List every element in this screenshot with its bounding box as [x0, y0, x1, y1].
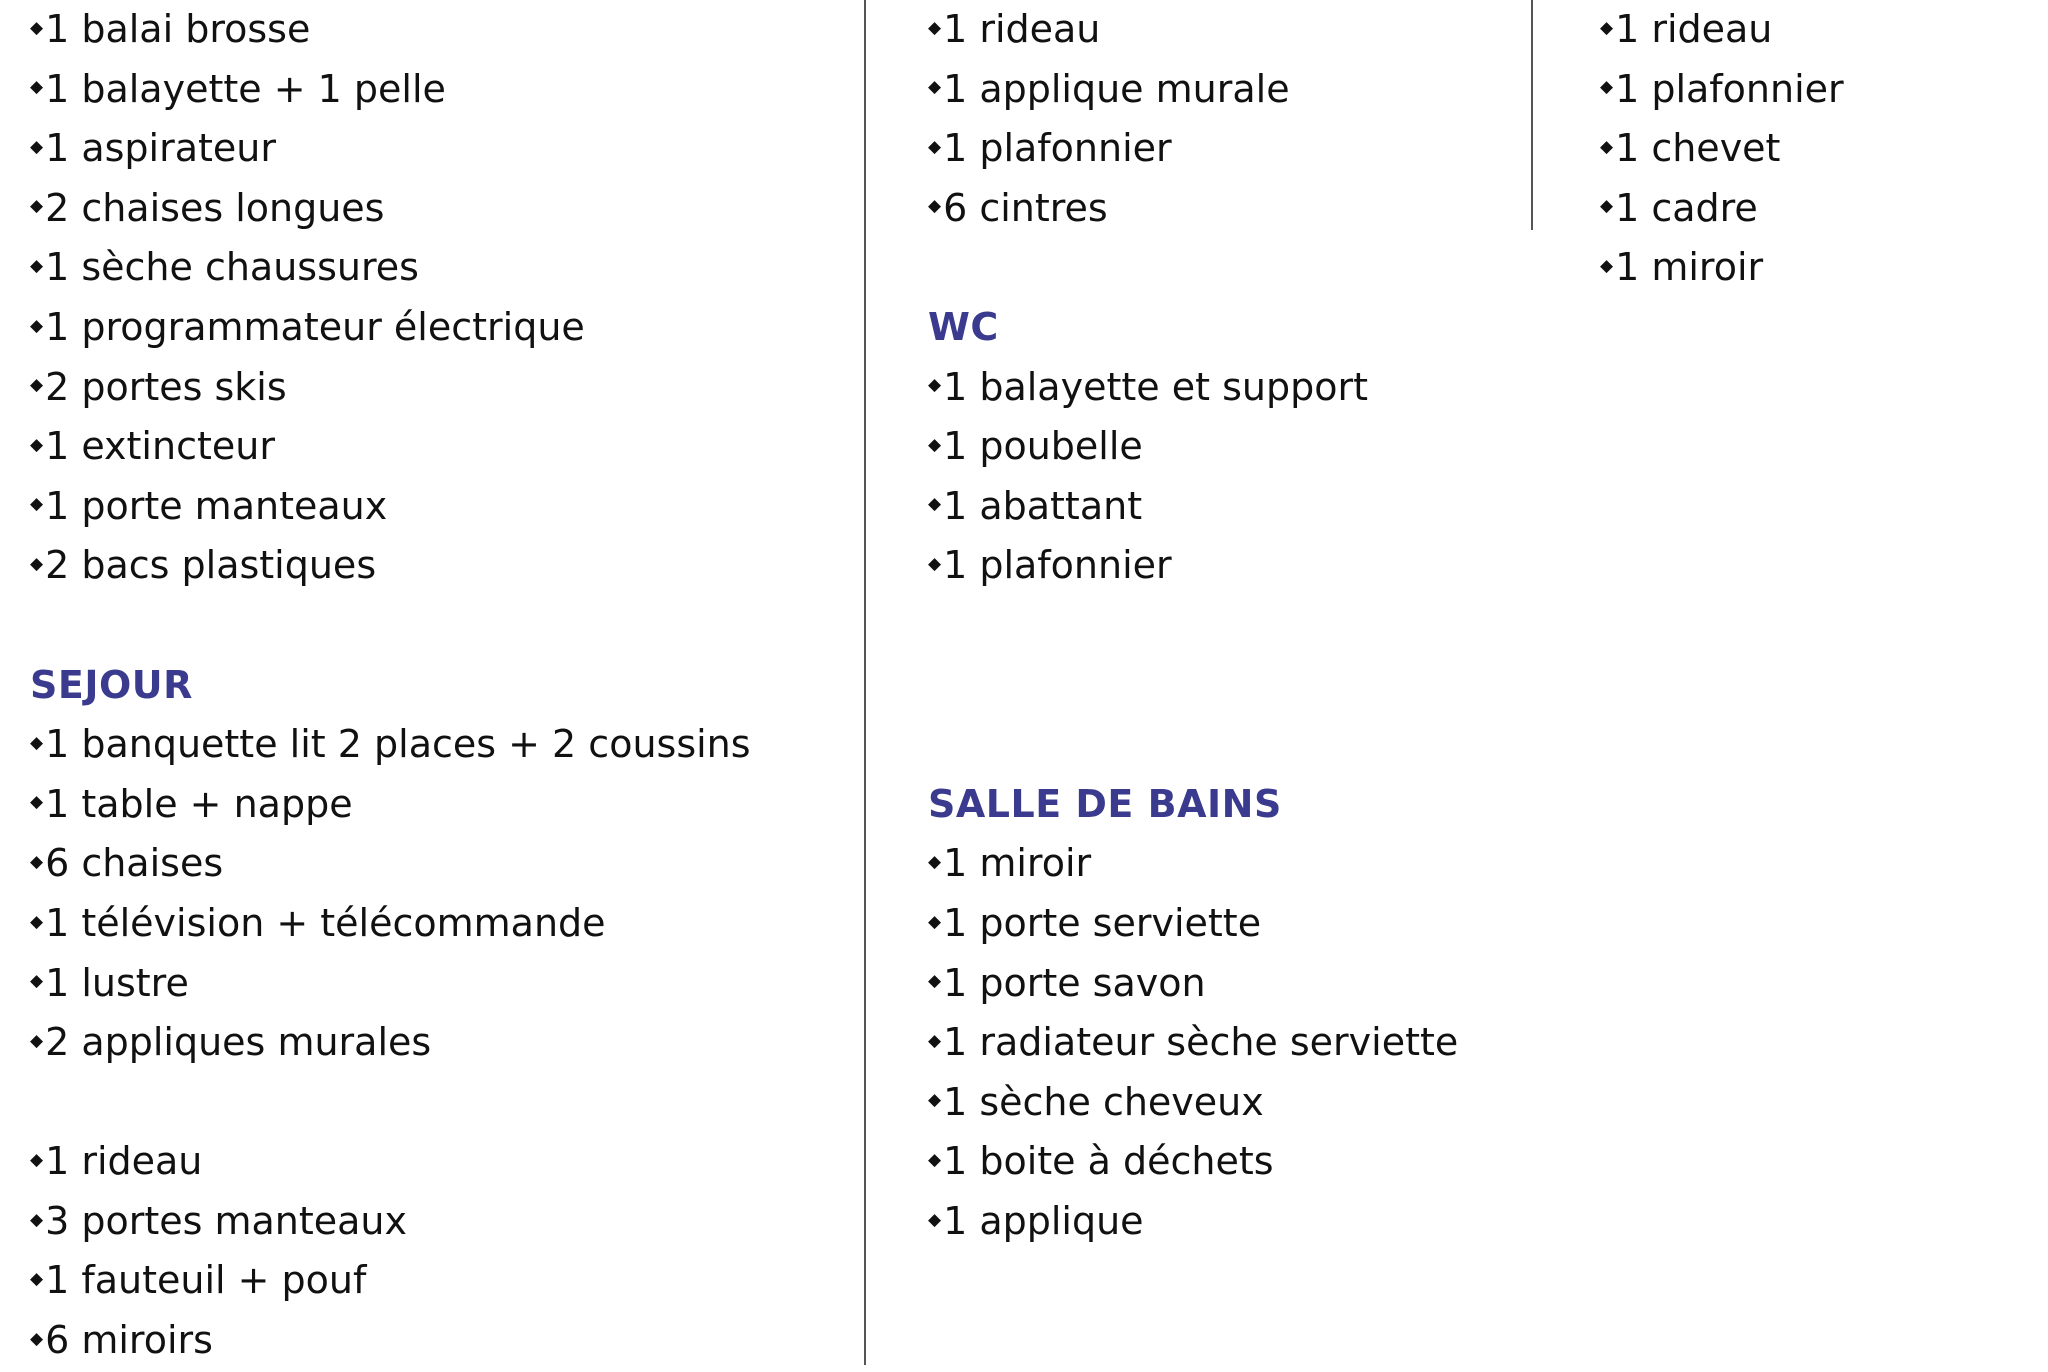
- list-item: ◆ 1 rideau: [928, 0, 1568, 60]
- list-item: ◆ 2 portes skis: [30, 358, 850, 418]
- list-item: ◆ 1 télévision + télécommande: [30, 894, 850, 954]
- list-item: ◆ 1 porte savon: [928, 954, 1568, 1014]
- list-item: ◆ 1 balayette + 1 pelle: [30, 60, 850, 120]
- list-item: ◆ 2 bacs plastiques: [30, 536, 850, 596]
- list-item: ◆ 1 miroir: [1600, 238, 2020, 298]
- list-item: ◆ 1 radiateur sèche serviette: [928, 1013, 1568, 1073]
- list-item: ◆ 1 aspirateur: [30, 119, 850, 179]
- column-divider-1: [864, 0, 866, 1365]
- list-item: ◆ 1 plafonnier: [928, 119, 1568, 179]
- column-2: [928, 0, 1568, 1251]
- spacer: [30, 596, 850, 656]
- list-item: ◆ 1 porte serviette: [928, 894, 1568, 954]
- section-heading-sejour: SEJOUR: [30, 662, 193, 707]
- spacer: [30, 1073, 850, 1133]
- spacer: [928, 238, 1568, 298]
- column-1: [30, 0, 850, 1371]
- spacer: [928, 715, 1568, 775]
- list-item: ◆ 1 chevet: [1600, 119, 2020, 179]
- column-3: [1600, 0, 2020, 298]
- list-item: ◆ 1 porte manteaux: [30, 477, 850, 537]
- list-item: ◆ 1 programmateur électrique: [30, 298, 850, 358]
- list-item: ◆ 3 portes manteaux: [30, 1192, 850, 1252]
- list-item: ◆ 6 miroirs: [30, 1311, 850, 1371]
- list-item: ◆ 1 extincteur: [30, 417, 850, 477]
- list-item: ◆ 1 applique: [928, 1192, 1568, 1252]
- list-item: ◆ 1 boite à déchets: [928, 1132, 1568, 1192]
- list-item: ◆ 1 miroir: [928, 834, 1568, 894]
- list-item: ◆ 2 chaises longues: [30, 179, 850, 239]
- list-item: ◆ 1 lustre: [30, 954, 850, 1014]
- list-item: ◆ 1 plafonnier: [928, 536, 1568, 596]
- list-item: ◆ 1 balayette et support: [928, 358, 1568, 418]
- spacer: [928, 656, 1568, 716]
- spacer: [928, 596, 1568, 656]
- list-item: ◆ 2 appliques murales: [30, 1013, 850, 1073]
- list-item: ◆ 1 cadre: [1600, 179, 2020, 239]
- list-item: ◆ 6 cintres: [928, 179, 1568, 239]
- section-heading-salle-de-bains: SALLE DE BAINS: [928, 781, 1282, 826]
- list-item: ◆ 1 sèche cheveux: [928, 1073, 1568, 1133]
- list-item: ◆ 1 poubelle: [928, 417, 1568, 477]
- list-item: ◆ 1 abattant: [928, 477, 1568, 537]
- list-item: ◆ 1 rideau: [1600, 0, 2020, 60]
- list-item: ◆ 6 chaises: [30, 834, 850, 894]
- list-item: ◆ 1 rideau: [30, 1132, 850, 1192]
- list-item: ◆ 1 fauteuil + pouf: [30, 1251, 850, 1311]
- section-heading-wc: WC: [928, 304, 999, 349]
- list-item: ◆ 1 plafonnier: [1600, 60, 2020, 120]
- list-item: ◆ 1 applique murale: [928, 60, 1568, 120]
- list-item: ◆ 1 table + nappe: [30, 775, 850, 835]
- list-item: ◆ 1 balai brosse: [30, 0, 850, 60]
- list-item: ◆ 1 banquette lit 2 places + 2 coussins: [30, 715, 850, 775]
- list-item: ◆ 1 sèche chaussures: [30, 238, 850, 298]
